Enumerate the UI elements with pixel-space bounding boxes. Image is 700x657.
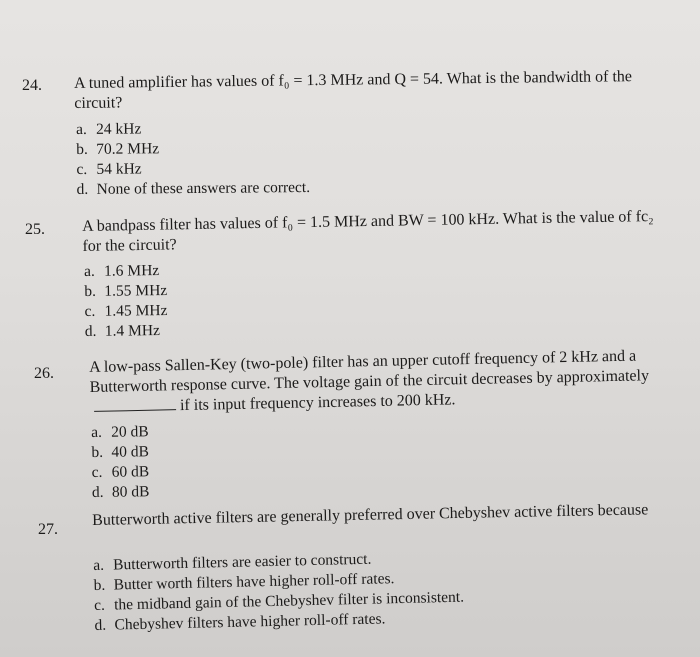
option-d[interactable]: d. 1.4 MHz [84, 322, 161, 340]
question-text [89, 346, 685, 418]
option-c[interactable]: c. the midband gain of the Chebyshev filter is inconsistent. [93, 588, 465, 614]
option-c[interactable]: c. 54 kHz [76, 160, 142, 178]
options-list [84, 261, 168, 342]
question-text-end: if its input frequency increases to 200 kHz. [179, 391, 456, 415]
question-text: A tuned amplifier has values of f₀ = 1.3 MHz and Q = 54. What is the bandwidth of the circuit? [74, 68, 633, 112]
option-d[interactable]: d. 80 dB [91, 483, 150, 501]
question-number: 24. [22, 77, 42, 94]
option-d[interactable]: d. Chebyshev filters have higher roll-off rates. [94, 610, 386, 634]
option-a[interactable]: a. 1.6 MHz [84, 262, 160, 280]
question-number: 27. [38, 521, 58, 538]
question-text: A bandpass filter has values of f₀ = 1.5 MHz and BW = 100 kHz. What is the value of fc₂ for the circuit? [82, 208, 654, 255]
option-b[interactable]: b. 1.55 MHz [84, 281, 168, 300]
question-text-start: A low-pass Sallen-Key (two-pole) filter has an upper cutoff frequency of 2 kHz and a Butterworth response curve. The voltage gain of the circuit decreases by approximately [89, 347, 650, 396]
answer-blank [94, 396, 176, 412]
option-a[interactable]: a. 24 kHz [76, 120, 142, 138]
option-b[interactable]: b. 40 dB [91, 443, 149, 461]
option-c[interactable]: c. 60 dB [91, 463, 150, 481]
option-a[interactable]: a. 20 dB [91, 423, 149, 441]
question-text: Butterworth active filters are generally preferred over Chebyshev active filters because [92, 501, 649, 529]
options-list [91, 422, 150, 503]
options-list [76, 118, 310, 200]
option-c[interactable]: c. 1.45 MHz [84, 301, 168, 320]
option-b[interactable]: b. 70.2 MHz [76, 140, 160, 158]
option-b[interactable]: b. Butter worth filters have higher roll-off rates. [93, 570, 395, 594]
question-number: 26. [34, 365, 54, 382]
options-list [93, 548, 465, 636]
question-number: 25. [25, 221, 45, 238]
option-a[interactable]: a. Butterworth filters are easier to construct. [93, 550, 372, 574]
option-d[interactable]: d. None of these answers are correct. [76, 178, 311, 198]
